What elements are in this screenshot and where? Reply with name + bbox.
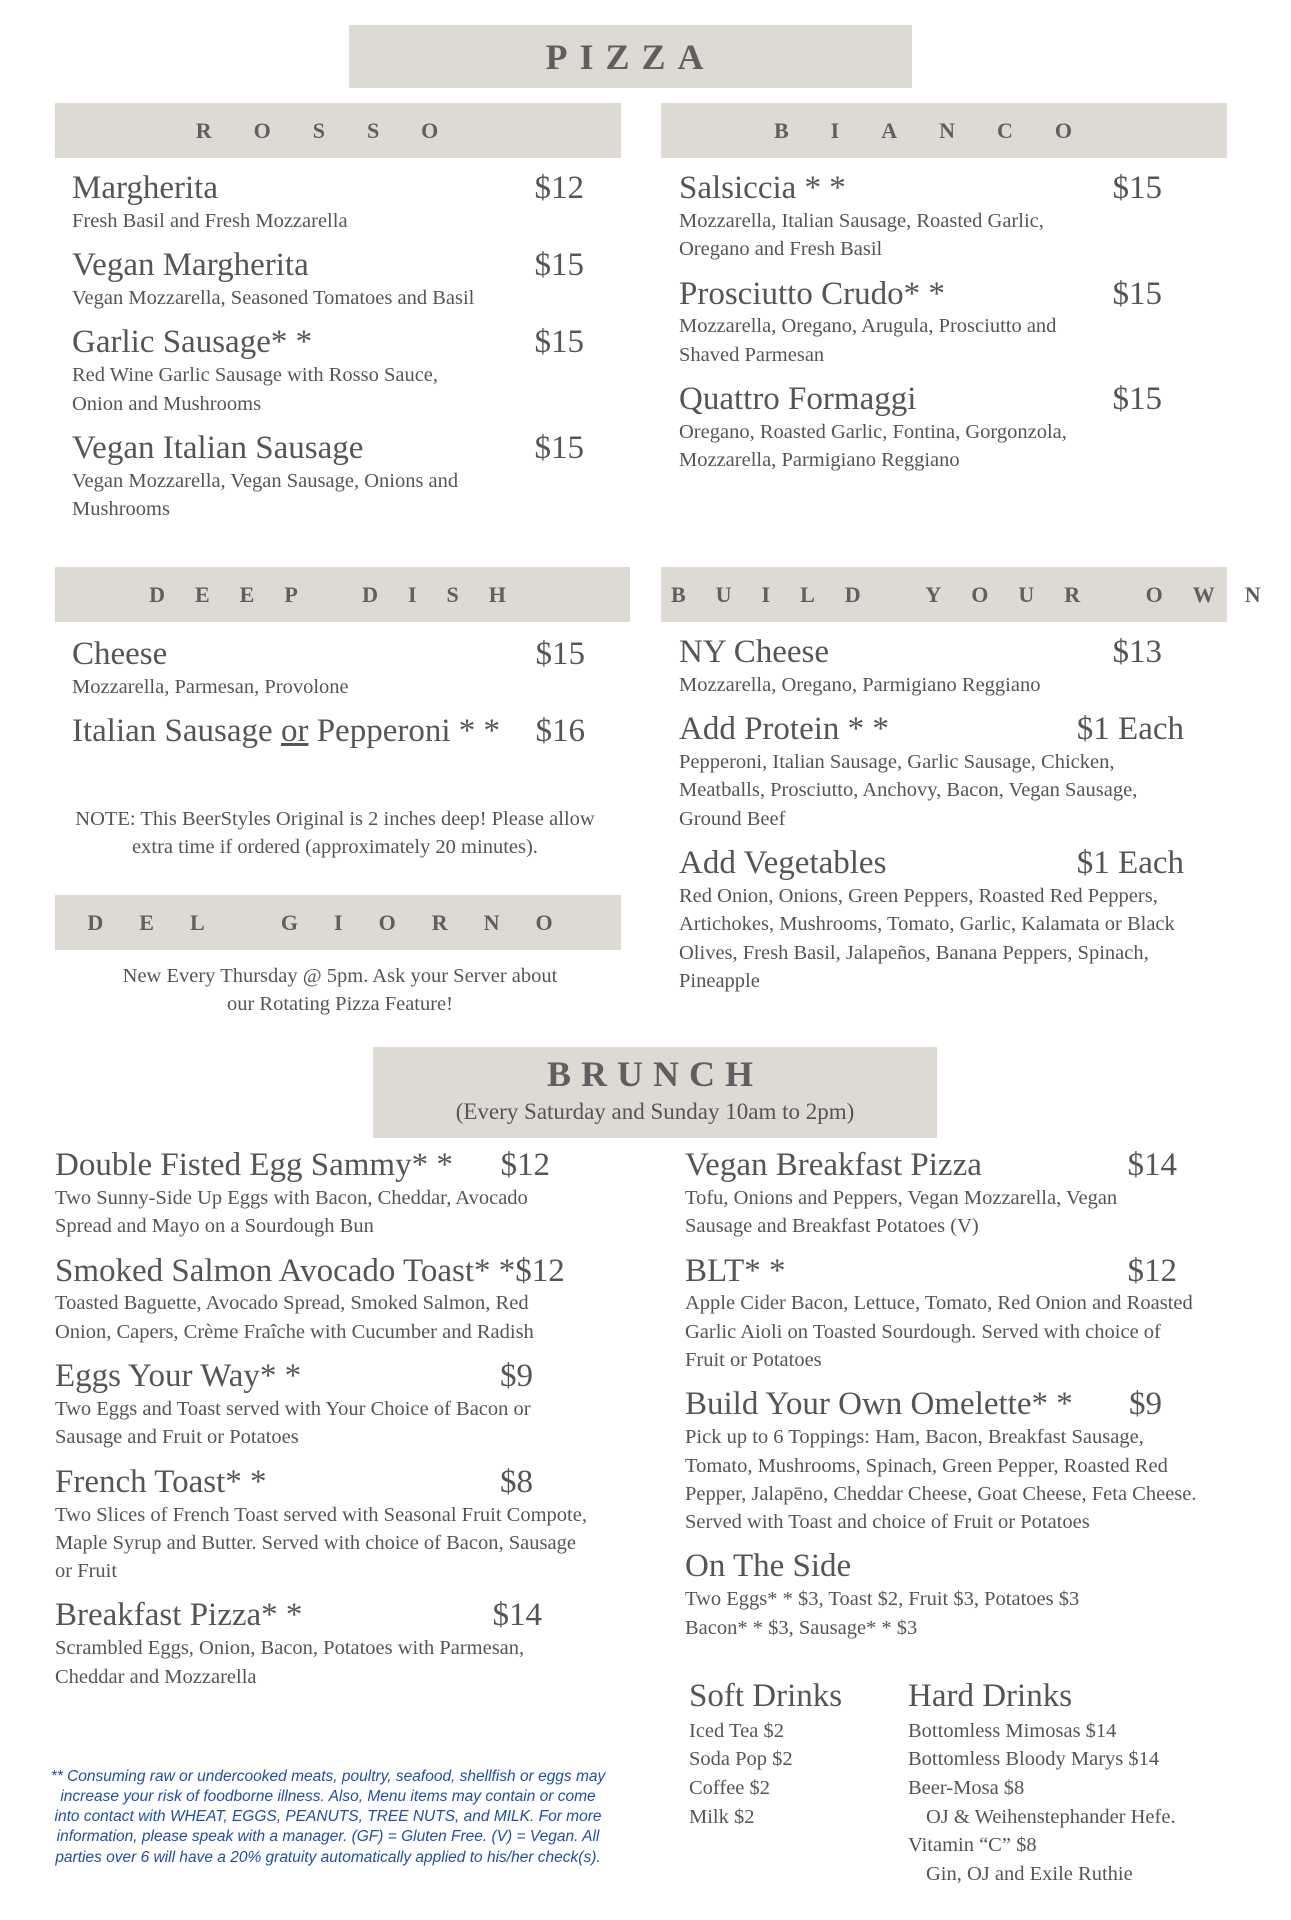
item-price: $12: [534, 170, 584, 206]
item-desc: Mozzarella, Italian Sausage, Roasted Garlic, Oregano and Fresh Basil: [679, 209, 1044, 261]
deep-dish-note: NOTE: This BeerStyles Original is 2 inches deep! Please allow extra time if ordered (approximately 20 minutes).: [75, 808, 595, 859]
item-desc: Two Eggs and Toast served with Your Choice of Bacon or Sausage and Fruit or Potatoes: [55, 1397, 531, 1449]
deep-dish-heading: DEEP DISH: [149, 581, 536, 607]
item-price: $15: [534, 324, 584, 361]
menu-item: [72, 170, 584, 235]
menu-item: [55, 1358, 600, 1452]
on-the-side-section: [685, 1548, 1210, 1642]
deep-dish-column: [72, 636, 585, 762]
item-name-part: Italian Sausage: [72, 713, 281, 750]
item-price: $1 Each: [1076, 711, 1184, 748]
menu-item: [55, 1147, 600, 1241]
item-name: [72, 713, 500, 750]
item-name: Smoked Salmon Avocado Toast* *: [55, 1252, 516, 1289]
drink-item: Soda Pop $2: [689, 1748, 793, 1771]
item-name: Vegan Breakfast Pizza: [685, 1147, 982, 1183]
on-the-side-heading: On The Side: [685, 1548, 852, 1585]
item-price: $9: [500, 1358, 533, 1395]
brunch-subtitle: (Every Saturday and Sunday 10am to 2pm): [455, 1099, 855, 1124]
drink-item: Vitamin “C” $8: [908, 1834, 1037, 1857]
item-desc: Toasted Baguette, Avocado Spread, Smoked Salmon, Red Onion, Capers, Crème Fraîche with Cucumber and Radish: [55, 1292, 534, 1343]
item-name: Margherita: [72, 170, 219, 206]
menu-item: [72, 247, 584, 312]
item-name: Add Vegetables: [679, 845, 887, 882]
drink-item: Bottomless Bloody Marys $14: [908, 1748, 1160, 1771]
item-name: French Toast* *: [55, 1463, 267, 1500]
item-name: Garlic Sausage* *: [72, 324, 313, 361]
item-desc: Two Slices of French Toast served with Seasonal Fruit Compote, Maple Syrup and Butter. Served with choice of Bacon, Sausage or Fruit: [55, 1503, 587, 1583]
allergen-disclaimer: ** Consuming raw or undercooked meats, poultry, seafood, shellfish or eggs may increase your risk of foodborne illness. Also, Menu items may contain or come into contact with WHEAT, EGGS, PEANUTS, TREE NUTS, and MILK. For more information, please speak with a manager. (GF) = Gluten Free. (V) = Vegan. All parties over 6 will have a 20% gratuity automatically applied to his/her check(s).: [50, 1768, 606, 1866]
del-giorno-heading-band: [55, 895, 621, 950]
build-your-own-heading-band: [661, 567, 1291, 622]
menu-item: [55, 1597, 600, 1691]
item-price: $1 Each: [1076, 845, 1184, 882]
item-desc: Scrambled Eggs, Onion, Bacon, Potatoes with Parmesan, Cheddar and Mozzarella: [55, 1637, 525, 1688]
item-desc: Two Sunny-Side Up Eggs with Bacon, Cheddar, Avocado Spread and Mayo on a Sourdough Bun: [55, 1186, 528, 1238]
item-desc: Vegan Mozzarella, Vegan Sausage, Onions and Mushrooms: [72, 469, 459, 521]
item-price: $13: [1112, 634, 1162, 670]
item-desc: Apple Cider Bacon, Lettuce, Tomato, Red Onion and Roasted Garlic Aioli on Toasted Sourdough. Served with choice of Fruit or Potatoes: [685, 1292, 1193, 1372]
item-price: $9: [1129, 1386, 1162, 1423]
bianco-heading-band: [661, 103, 1227, 158]
menu-item: [72, 324, 584, 418]
menu-item: [679, 276, 1162, 370]
item-name: Quattro Formaggi: [679, 381, 917, 418]
item-desc: Fresh Basil and Fresh Mozzarella: [72, 209, 348, 232]
item-desc: Mozzarella, Oregano, Arugula, Prosciutto and Shaved Parmesan: [679, 315, 1057, 366]
item-price: $16: [535, 713, 585, 750]
bianco-heading: BIANCO: [773, 117, 1114, 143]
item-desc: Mozzarella, Parmesan, Provolone: [72, 675, 349, 698]
rosso-column: [72, 170, 584, 536]
menu-item: [679, 711, 1184, 833]
pizza-title: PIZZA: [545, 36, 716, 77]
build-your-own-heading: BUILD YOUR OWN: [671, 581, 1291, 607]
drink-item: Milk $2: [689, 1805, 755, 1828]
item-desc: Red Onion, Onions, Green Peppers, Roasted Red Peppers, Artichokes, Mushrooms, Tomato, Garlic, Kalamata or Black Olives, Fresh Basil, Jalapeños, Banana Peppers, Spinach, Pineapple: [679, 884, 1175, 992]
brunch-title: BRUNCH: [546, 1054, 763, 1094]
item-price: $12: [1127, 1252, 1177, 1289]
soft-drinks-section: [689, 1677, 889, 1831]
soft-drinks-heading: Soft Drinks: [689, 1678, 843, 1714]
del-giorno-note: New Every Thursday @ 5pm. Ask your Server about our Rotating Pizza Feature!: [122, 965, 558, 1016]
item-name: NY Cheese: [679, 634, 829, 670]
brunch-heading-band: [373, 1047, 937, 1138]
item-price: $15: [534, 429, 584, 466]
item-price: $15: [1112, 381, 1162, 418]
menu-item: [679, 845, 1184, 995]
item-name-or: or: [280, 713, 309, 750]
item-name: Cheese: [72, 636, 168, 672]
rosso-heading: ROSSO: [195, 117, 481, 143]
bianco-column: [679, 170, 1162, 487]
item-name: Eggs Your Way* *: [55, 1358, 302, 1395]
del-giorno-heading: DEL GIORNO: [87, 909, 589, 935]
item-name: Prosciutto Crudo* *: [679, 275, 945, 312]
item-price: $8: [500, 1463, 533, 1500]
menu-item: [55, 1464, 600, 1586]
item-name: Salsiccia * *: [679, 170, 846, 206]
item-desc: Pepperoni, Italian Sausage, Garlic Sausage, Chicken, Meatballs, Prosciutto, Anchovy, Bacon, Vegan Sausage, Ground Beef: [679, 751, 1138, 830]
item-price: $14: [1127, 1147, 1177, 1183]
deep-dish-heading-band: [55, 567, 630, 622]
item-name: Breakfast Pizza* *: [55, 1597, 303, 1634]
menu-item: [685, 1147, 1210, 1241]
rosso-heading-band: [55, 103, 621, 158]
drink-item: Beer-Mosa $8: [908, 1776, 1025, 1799]
drink-item: Bottomless Mimosas $14: [908, 1719, 1117, 1742]
item-price: $15: [534, 247, 584, 284]
menu-item: [55, 1253, 600, 1347]
menu-item: [679, 381, 1162, 475]
item-desc: Tofu, Onions and Peppers, Vegan Mozzarella, Vegan Sausage and Breakfast Potatoes (V): [685, 1186, 1118, 1238]
item-price: $15: [1112, 275, 1162, 312]
item-name: BLT* *: [685, 1252, 786, 1289]
item-name: Double Fisted Egg Sammy* *: [55, 1147, 453, 1183]
item-desc: Red Wine Garlic Sausage with Rosso Sauce, Onion and Mushrooms: [72, 364, 439, 415]
menu-item: [685, 1253, 1210, 1375]
item-price: $12: [515, 1252, 565, 1289]
on-the-side-line: Two Eggs* * $3, Toast $2, Fruit $3, Potatoes $3: [685, 1588, 1080, 1611]
item-name-part: Pepperoni * *: [308, 713, 500, 750]
drink-item: Iced Tea $2: [689, 1719, 784, 1742]
item-name: Vegan Margherita: [72, 247, 309, 284]
item-desc: Pick up to 6 Toppings: Ham, Bacon, Breakfast Sausage, Tomato, Mushrooms, Spinach, Green Pepper, Roasted Red Pepper, Jalapēno, Cheddar Cheese, Goat Cheese, Feta Cheese. Served with Toast and choice of Fruit or Potatoes: [685, 1426, 1197, 1534]
menu-item: [72, 713, 585, 750]
hard-drinks-heading: Hard Drinks: [908, 1678, 1073, 1714]
menu-item: [72, 636, 585, 701]
menu-item: [679, 634, 1184, 699]
brunch-left-column: [55, 1147, 600, 1703]
drink-item: OJ & Weihenstephander Hefe.: [926, 1805, 1176, 1828]
item-price: $14: [492, 1597, 542, 1634]
menu-item: [685, 1386, 1210, 1536]
brunch-right-column: [685, 1147, 1210, 1654]
item-price: $12: [500, 1147, 550, 1183]
item-desc: Mozzarella, Oregano, Parmigiano Reggiano: [679, 673, 1041, 696]
item-name: Vegan Italian Sausage: [72, 429, 364, 466]
item-desc: Vegan Mozzarella, Seasoned Tomatoes and Basil: [72, 287, 475, 310]
item-price: $15: [1112, 170, 1162, 206]
drink-item: Coffee $2: [689, 1776, 771, 1799]
hard-drinks-section: [908, 1677, 1228, 1889]
item-price: $15: [535, 636, 585, 672]
drink-item: Gin, OJ and Exile Ruthie: [926, 1863, 1133, 1886]
on-the-side-line: Bacon* * $3, Sausage* * $3: [685, 1616, 918, 1639]
item-name: Add Protein * *: [679, 711, 889, 748]
item-name: Build Your Own Omelette* *: [685, 1386, 1073, 1423]
build-your-own-column: [679, 634, 1184, 1007]
pizza-title-band: [349, 25, 912, 88]
menu-item: [72, 430, 584, 524]
menu-item: [679, 170, 1162, 264]
item-desc: Oregano, Roasted Garlic, Fontina, Gorgonzola, Mozzarella, Parmigiano Reggiano: [679, 420, 1067, 472]
